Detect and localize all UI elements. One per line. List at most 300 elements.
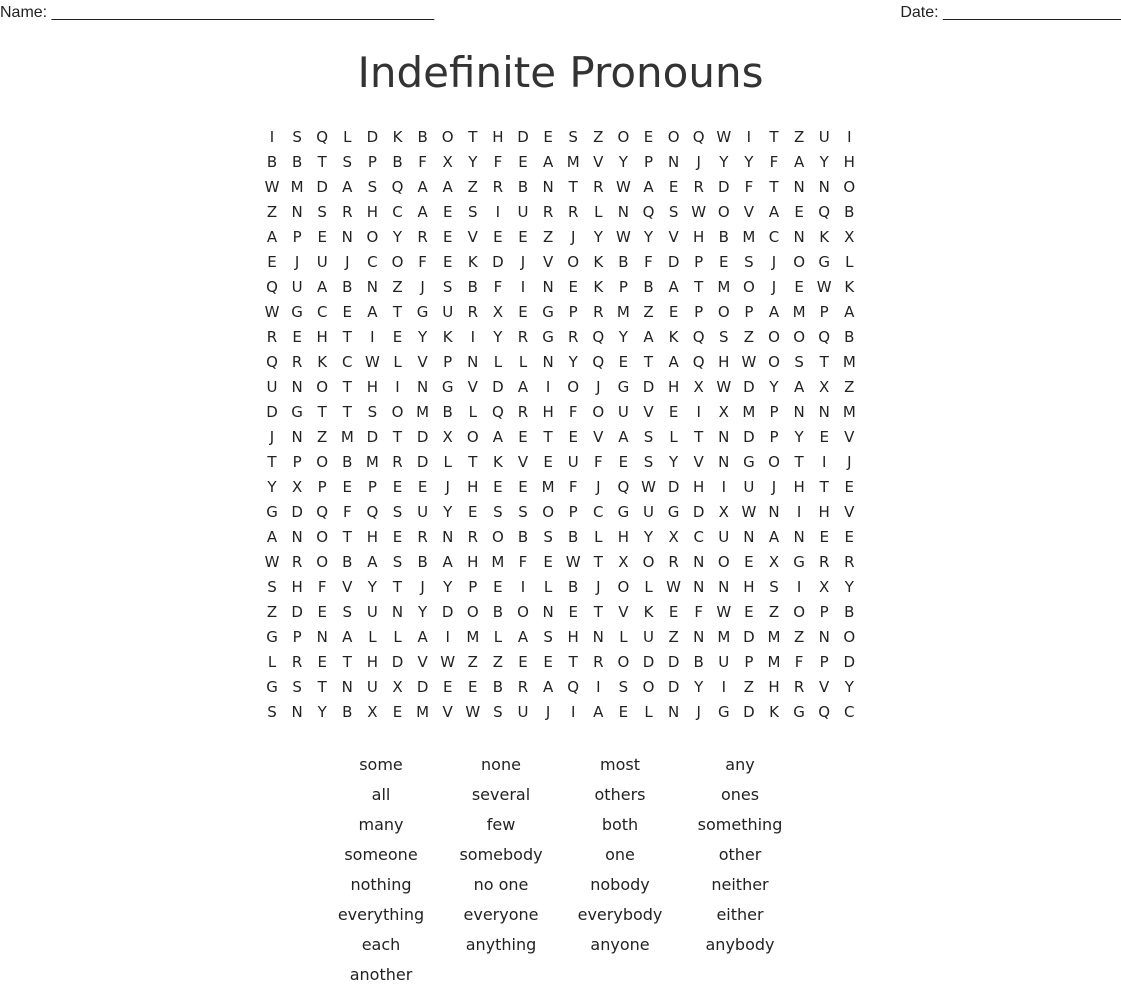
grid-letter: L xyxy=(644,703,653,721)
grid-letter: Z xyxy=(793,128,805,146)
grid-letter: J xyxy=(545,703,551,721)
grid-letter: B xyxy=(266,153,278,171)
grid-letter: E xyxy=(518,478,528,496)
grid-letter: S xyxy=(267,578,277,596)
word-list-item: everyone xyxy=(463,905,539,924)
grid-letter: N xyxy=(341,678,353,696)
grid-letter: H xyxy=(843,153,855,171)
grid-letter: B xyxy=(844,203,855,221)
grid-letter: C xyxy=(593,503,604,521)
grid-letter: W xyxy=(565,553,581,571)
word-list-item: something xyxy=(697,815,783,834)
grid-letter: A xyxy=(442,553,453,571)
grid-letter: M xyxy=(842,403,856,421)
grid-letter: U xyxy=(366,678,378,696)
grid-letter: Z xyxy=(743,328,755,346)
grid-letter: U xyxy=(442,303,454,321)
grid-letter: N xyxy=(793,178,805,196)
grid-letter: E xyxy=(668,603,679,621)
grid-letter: J xyxy=(445,478,450,496)
grid-letter: M xyxy=(491,553,505,571)
grid-letter: H xyxy=(567,628,579,646)
grid-letter: N xyxy=(693,553,705,571)
grid-letter: Q xyxy=(617,478,630,496)
grid-letter: A xyxy=(266,528,278,546)
grid-letter: O xyxy=(742,278,755,296)
grid-letter: X xyxy=(718,403,729,421)
grid-letter: F xyxy=(694,603,703,621)
word-list-item: several xyxy=(471,785,531,804)
grid-letter: H xyxy=(316,328,328,346)
grid-letter: W xyxy=(440,653,456,671)
grid-letter: E xyxy=(442,228,453,246)
grid-letter: N xyxy=(542,178,554,196)
date-field: Date: ____________________ xyxy=(900,4,1121,21)
grid-letter: B xyxy=(417,128,428,146)
grid-letter: N xyxy=(793,228,805,246)
grid-letter: Y xyxy=(694,678,704,696)
grid-letter: S xyxy=(493,703,503,721)
grid-letter: J xyxy=(294,253,300,271)
grid-letter: M xyxy=(717,278,731,296)
word-list-item: everything xyxy=(337,905,425,924)
grid-letter: V xyxy=(542,253,554,271)
grid-letter: P xyxy=(292,453,302,471)
grid-letter: K xyxy=(392,128,403,146)
grid-letter: N xyxy=(793,403,805,421)
grid-letter: T xyxy=(392,428,403,446)
grid-letter: R xyxy=(593,653,604,671)
grid-letter: W xyxy=(615,228,631,246)
grid-letter: N xyxy=(693,628,705,646)
grid-letter: N xyxy=(718,428,730,446)
grid-letter: H xyxy=(693,478,705,496)
grid-letter: R xyxy=(542,203,554,221)
grid-letter: M xyxy=(792,303,806,321)
grid-letter: Q xyxy=(592,353,605,371)
grid-letter: I xyxy=(520,278,526,296)
grid-letter: J xyxy=(771,253,777,271)
grid-letter: D xyxy=(667,478,680,496)
grid-letter: Z xyxy=(643,303,654,321)
grid-letter: B xyxy=(342,553,353,571)
grid-letter: Q xyxy=(316,503,329,521)
grid-letter: U xyxy=(743,478,755,496)
grid-letter: S xyxy=(392,503,403,521)
grid-letter: Z xyxy=(492,653,504,671)
grid-letter: N xyxy=(818,403,830,421)
word-list-item: few xyxy=(486,815,516,834)
grid-letter: X xyxy=(392,678,403,696)
grid-letter: J xyxy=(345,253,350,271)
grid-letter: M xyxy=(466,628,480,646)
grid-letter: E xyxy=(568,278,578,296)
grid-letter: I xyxy=(721,678,727,696)
grid-letter: L xyxy=(393,628,402,646)
grid-letter: E xyxy=(668,403,679,421)
grid-letter: D xyxy=(366,428,379,446)
grid-letter: I xyxy=(696,403,701,421)
grid-letter: E xyxy=(844,528,855,546)
grid-letter: A xyxy=(618,428,629,446)
grid-letter: U xyxy=(517,203,529,221)
grid-letter: I xyxy=(796,503,802,521)
grid-letter: O xyxy=(366,228,379,246)
grid-letter: G xyxy=(617,378,630,396)
word-list-item: each xyxy=(361,935,401,954)
grid-letter: O xyxy=(617,653,630,671)
grid-letter: E xyxy=(442,678,453,696)
grid-letter: R xyxy=(567,328,579,346)
grid-letter: M xyxy=(541,478,555,496)
grid-letter: T xyxy=(342,403,352,421)
grid-letter: B xyxy=(291,153,303,171)
grid-letter: P xyxy=(769,403,779,421)
grid-letter: Q xyxy=(491,403,504,421)
word-list-item: many xyxy=(358,815,404,834)
grid-letter: L xyxy=(594,528,603,546)
grid-letter: T xyxy=(342,328,352,346)
grid-letter: V xyxy=(618,603,629,621)
grid-letter: D xyxy=(667,678,680,696)
grid-letter: Q xyxy=(391,178,404,196)
grid-letter: U xyxy=(567,453,579,471)
grid-letter: U xyxy=(818,128,830,146)
grid-letter: X xyxy=(442,153,453,171)
grid-letter: W xyxy=(264,178,280,196)
grid-letter: E xyxy=(543,653,553,671)
grid-letter: V xyxy=(693,453,704,471)
grid-letter: U xyxy=(643,628,654,646)
word-list-item: all xyxy=(371,785,391,804)
grid-letter: O xyxy=(667,128,680,146)
grid-letter: I xyxy=(495,203,501,221)
grid-letter: K xyxy=(769,703,779,721)
grid-letter: P xyxy=(443,353,453,371)
grid-letter: K xyxy=(492,453,503,471)
grid-letter: P xyxy=(568,303,578,321)
grid-letter: F xyxy=(317,578,327,596)
grid-letter: H xyxy=(693,228,705,246)
word-list-item: anything xyxy=(465,935,537,954)
grid-letter: P xyxy=(744,303,754,321)
grid-letter: L xyxy=(368,628,377,646)
grid-letter: W xyxy=(641,478,656,496)
grid-letter: D xyxy=(743,628,755,646)
grid-letter: R xyxy=(291,353,303,371)
grid-letter: C xyxy=(768,228,780,246)
grid-letter: N xyxy=(617,203,629,221)
grid-letter: Q xyxy=(592,328,605,346)
grid-letter: Z xyxy=(266,203,278,221)
grid-letter: N xyxy=(542,278,554,296)
grid-letter: T xyxy=(694,428,704,446)
grid-letter: O xyxy=(768,353,780,371)
grid-letter: W xyxy=(364,353,380,371)
grid-letter: B xyxy=(517,528,529,546)
grid-letter: B xyxy=(342,703,353,721)
grid-letter: O xyxy=(592,403,605,421)
word-list-item: nothing xyxy=(350,875,412,894)
grid-letter: V xyxy=(743,203,755,221)
grid-letter: S xyxy=(543,528,553,546)
grid-letter: P xyxy=(694,253,704,271)
grid-letter: H xyxy=(818,503,830,521)
grid-letter: H xyxy=(366,528,379,546)
grid-letter: T xyxy=(694,278,704,296)
grid-letter: T xyxy=(317,678,327,696)
grid-letter: M xyxy=(340,428,354,446)
grid-letter: O xyxy=(491,528,504,546)
grid-letter: E xyxy=(618,453,629,471)
grid-letter: P xyxy=(769,428,779,446)
grid-letter: Q xyxy=(266,353,278,371)
grid-letter: X xyxy=(844,228,855,246)
grid-letter: H xyxy=(291,578,303,596)
grid-letter: R xyxy=(517,403,529,421)
grid-letter: D xyxy=(492,378,504,396)
grid-letter: B xyxy=(492,603,504,621)
grid-letter: T xyxy=(342,528,352,546)
grid-letter: L xyxy=(594,203,603,221)
grid-letter: O xyxy=(466,603,479,621)
grid-letter: P xyxy=(819,603,829,621)
grid-letter: V xyxy=(342,578,353,596)
grid-letter: M xyxy=(365,453,379,471)
grid-letter: E xyxy=(442,253,453,271)
word-list-item: ones xyxy=(720,785,760,804)
grid-letter: N xyxy=(793,528,805,546)
grid-letter: Q xyxy=(567,678,580,696)
grid-letter: J xyxy=(596,478,601,496)
grid-letter: G xyxy=(416,303,429,321)
grid-letter: Q xyxy=(692,128,705,146)
grid-letter: P xyxy=(618,278,628,296)
grid-letter: K xyxy=(593,253,604,271)
grid-letter: O xyxy=(567,378,580,396)
grid-letter: N xyxy=(768,503,780,521)
grid-letter: O xyxy=(768,453,780,471)
grid-letter: R xyxy=(291,653,303,671)
grid-letter: C xyxy=(844,703,855,721)
grid-letter: V xyxy=(467,378,478,396)
grid-letter: U xyxy=(316,253,328,271)
grid-letter: Q xyxy=(818,703,831,721)
grid-letter: F xyxy=(342,503,352,521)
grid-letter: B xyxy=(618,253,629,271)
grid-letter: T xyxy=(769,178,779,196)
grid-letter: U xyxy=(718,653,730,671)
grid-letter: M xyxy=(290,178,304,196)
grid-letter: N xyxy=(718,578,730,596)
grid-letter: N xyxy=(542,353,554,371)
grid-letter: E xyxy=(317,228,327,246)
grid-letter: H xyxy=(366,653,379,671)
grid-letter: L xyxy=(669,428,678,446)
grid-letter: H xyxy=(718,353,730,371)
grid-letter: E xyxy=(518,228,528,246)
grid-letter: C xyxy=(342,353,353,371)
grid-letter: O xyxy=(391,403,404,421)
grid-letter: A xyxy=(417,178,428,196)
grid-letter: I xyxy=(570,703,576,721)
word-list-item: most xyxy=(600,755,640,774)
word-list-item: both xyxy=(601,815,639,834)
grid-letter: M xyxy=(842,353,856,371)
grid-letter: E xyxy=(292,328,302,346)
grid-letter: E xyxy=(518,153,528,171)
grid-letter: Y xyxy=(844,678,854,696)
grid-letter: E xyxy=(493,478,503,496)
grid-letter: B xyxy=(844,328,855,346)
grid-letter: O xyxy=(793,328,805,346)
grid-letter: E xyxy=(543,453,553,471)
grid-letter: R xyxy=(417,528,428,546)
grid-letter: F xyxy=(518,553,528,571)
grid-letter: N xyxy=(592,628,604,646)
grid-letter: S xyxy=(367,403,378,421)
grid-letter: D xyxy=(391,653,404,671)
grid-letter: L xyxy=(518,353,528,371)
grid-letter: D xyxy=(266,403,278,421)
grid-letter: C xyxy=(367,253,378,271)
grid-letter: R xyxy=(593,178,604,196)
grid-letter: Y xyxy=(418,328,428,346)
grid-letter: Q xyxy=(266,278,278,296)
grid-letter: N xyxy=(341,228,353,246)
grid-letter: D xyxy=(416,428,429,446)
grid-letter: T xyxy=(543,428,553,446)
grid-letter: D xyxy=(492,253,504,271)
grid-letter: X xyxy=(492,303,504,321)
grid-letter: T xyxy=(468,128,478,146)
grid-letter: G xyxy=(793,703,805,721)
grid-letter: H xyxy=(492,128,504,146)
grid-letter: Z xyxy=(793,628,805,646)
grid-letter: G xyxy=(266,628,278,646)
grid-letter: E xyxy=(543,128,553,146)
grid-letter: R xyxy=(793,678,805,696)
grid-letter: R xyxy=(467,528,479,546)
grid-letter: P xyxy=(819,303,829,321)
grid-letter: T xyxy=(593,553,603,571)
grid-letter: O xyxy=(768,328,780,346)
grid-letter: G xyxy=(542,328,554,346)
word-list-item: one xyxy=(605,845,635,864)
grid-letter: A xyxy=(768,203,780,221)
grid-letter: A xyxy=(367,303,378,321)
grid-letter: R xyxy=(818,553,830,571)
grid-letter: I xyxy=(470,328,476,346)
grid-letter: A xyxy=(342,178,353,196)
word-list-item: anybody xyxy=(705,935,775,954)
grid-letter: N xyxy=(291,428,303,446)
grid-letter: G xyxy=(291,403,303,421)
grid-letter: F xyxy=(769,153,779,171)
grid-letter: J xyxy=(696,153,701,171)
grid-letter: X xyxy=(291,478,303,496)
grid-letter: E xyxy=(417,478,428,496)
grid-letter: W xyxy=(666,578,682,596)
grid-letter: H xyxy=(617,528,630,546)
grid-letter: S xyxy=(367,178,378,196)
grid-letter: R xyxy=(693,178,704,196)
grid-letter: K xyxy=(593,278,604,296)
grid-letter: W xyxy=(716,128,732,146)
grid-letter: E xyxy=(392,328,403,346)
word-list-item: neither xyxy=(711,875,769,894)
grid-letter: N xyxy=(667,153,680,171)
grid-letter: W xyxy=(816,278,832,296)
grid-letter: U xyxy=(517,703,529,721)
grid-letter: P xyxy=(292,628,302,646)
grid-letter: N xyxy=(693,578,705,596)
grid-letter: E xyxy=(744,603,754,621)
grid-letter: V xyxy=(844,503,855,521)
grid-letter: Y xyxy=(418,603,428,621)
grid-letter: R xyxy=(567,203,579,221)
grid-letter: E xyxy=(342,478,353,496)
grid-letter: C xyxy=(392,203,403,221)
grid-letter: W xyxy=(741,353,757,371)
grid-letter: B xyxy=(568,578,579,596)
grid-letter: V xyxy=(593,428,604,446)
grid-letter: P xyxy=(819,653,829,671)
grid-letter: G xyxy=(717,703,730,721)
word-list-item: somebody xyxy=(459,845,543,864)
grid-letter: A xyxy=(367,553,378,571)
grid-letter: N xyxy=(416,378,429,396)
grid-letter: S xyxy=(568,128,578,146)
grid-letter: E xyxy=(844,478,855,496)
grid-letter: E xyxy=(468,678,478,696)
grid-letter: R xyxy=(668,553,679,571)
grid-letter: O xyxy=(642,553,655,571)
grid-letter: L xyxy=(468,403,477,421)
grid-letter: Y xyxy=(769,378,779,396)
grid-letter: K xyxy=(668,328,679,346)
word-list-item: others xyxy=(594,785,646,804)
grid-letter: I xyxy=(370,328,375,346)
grid-letter: A xyxy=(417,203,428,221)
grid-letter: I xyxy=(520,578,526,596)
grid-letter: O xyxy=(617,128,630,146)
grid-letter: D xyxy=(718,178,730,196)
grid-letter: T xyxy=(317,403,327,421)
grid-letter: P xyxy=(367,478,377,496)
grid-letter: Z xyxy=(768,603,780,621)
grid-letter: A xyxy=(342,628,353,646)
grid-letter: G xyxy=(291,303,303,321)
name-field: Name: ___________________________________________ xyxy=(0,4,435,21)
grid-letter: U xyxy=(266,378,278,396)
grid-letter: B xyxy=(442,403,453,421)
grid-letter: A xyxy=(517,378,529,396)
grid-letter: N xyxy=(743,528,755,546)
grid-letter: Y xyxy=(643,528,654,546)
grid-letter: A xyxy=(668,278,679,296)
grid-letter: A xyxy=(442,178,453,196)
word-list-item: everybody xyxy=(577,905,663,924)
grid-letter: N xyxy=(291,528,303,546)
word-list-item: another xyxy=(349,965,413,984)
grid-letter: S xyxy=(342,603,353,621)
grid-letter: E xyxy=(442,203,453,221)
grid-letter: I xyxy=(445,628,450,646)
grid-letter: K xyxy=(819,228,830,246)
grid-letter: Y xyxy=(443,578,453,596)
grid-letter: I xyxy=(395,378,400,396)
